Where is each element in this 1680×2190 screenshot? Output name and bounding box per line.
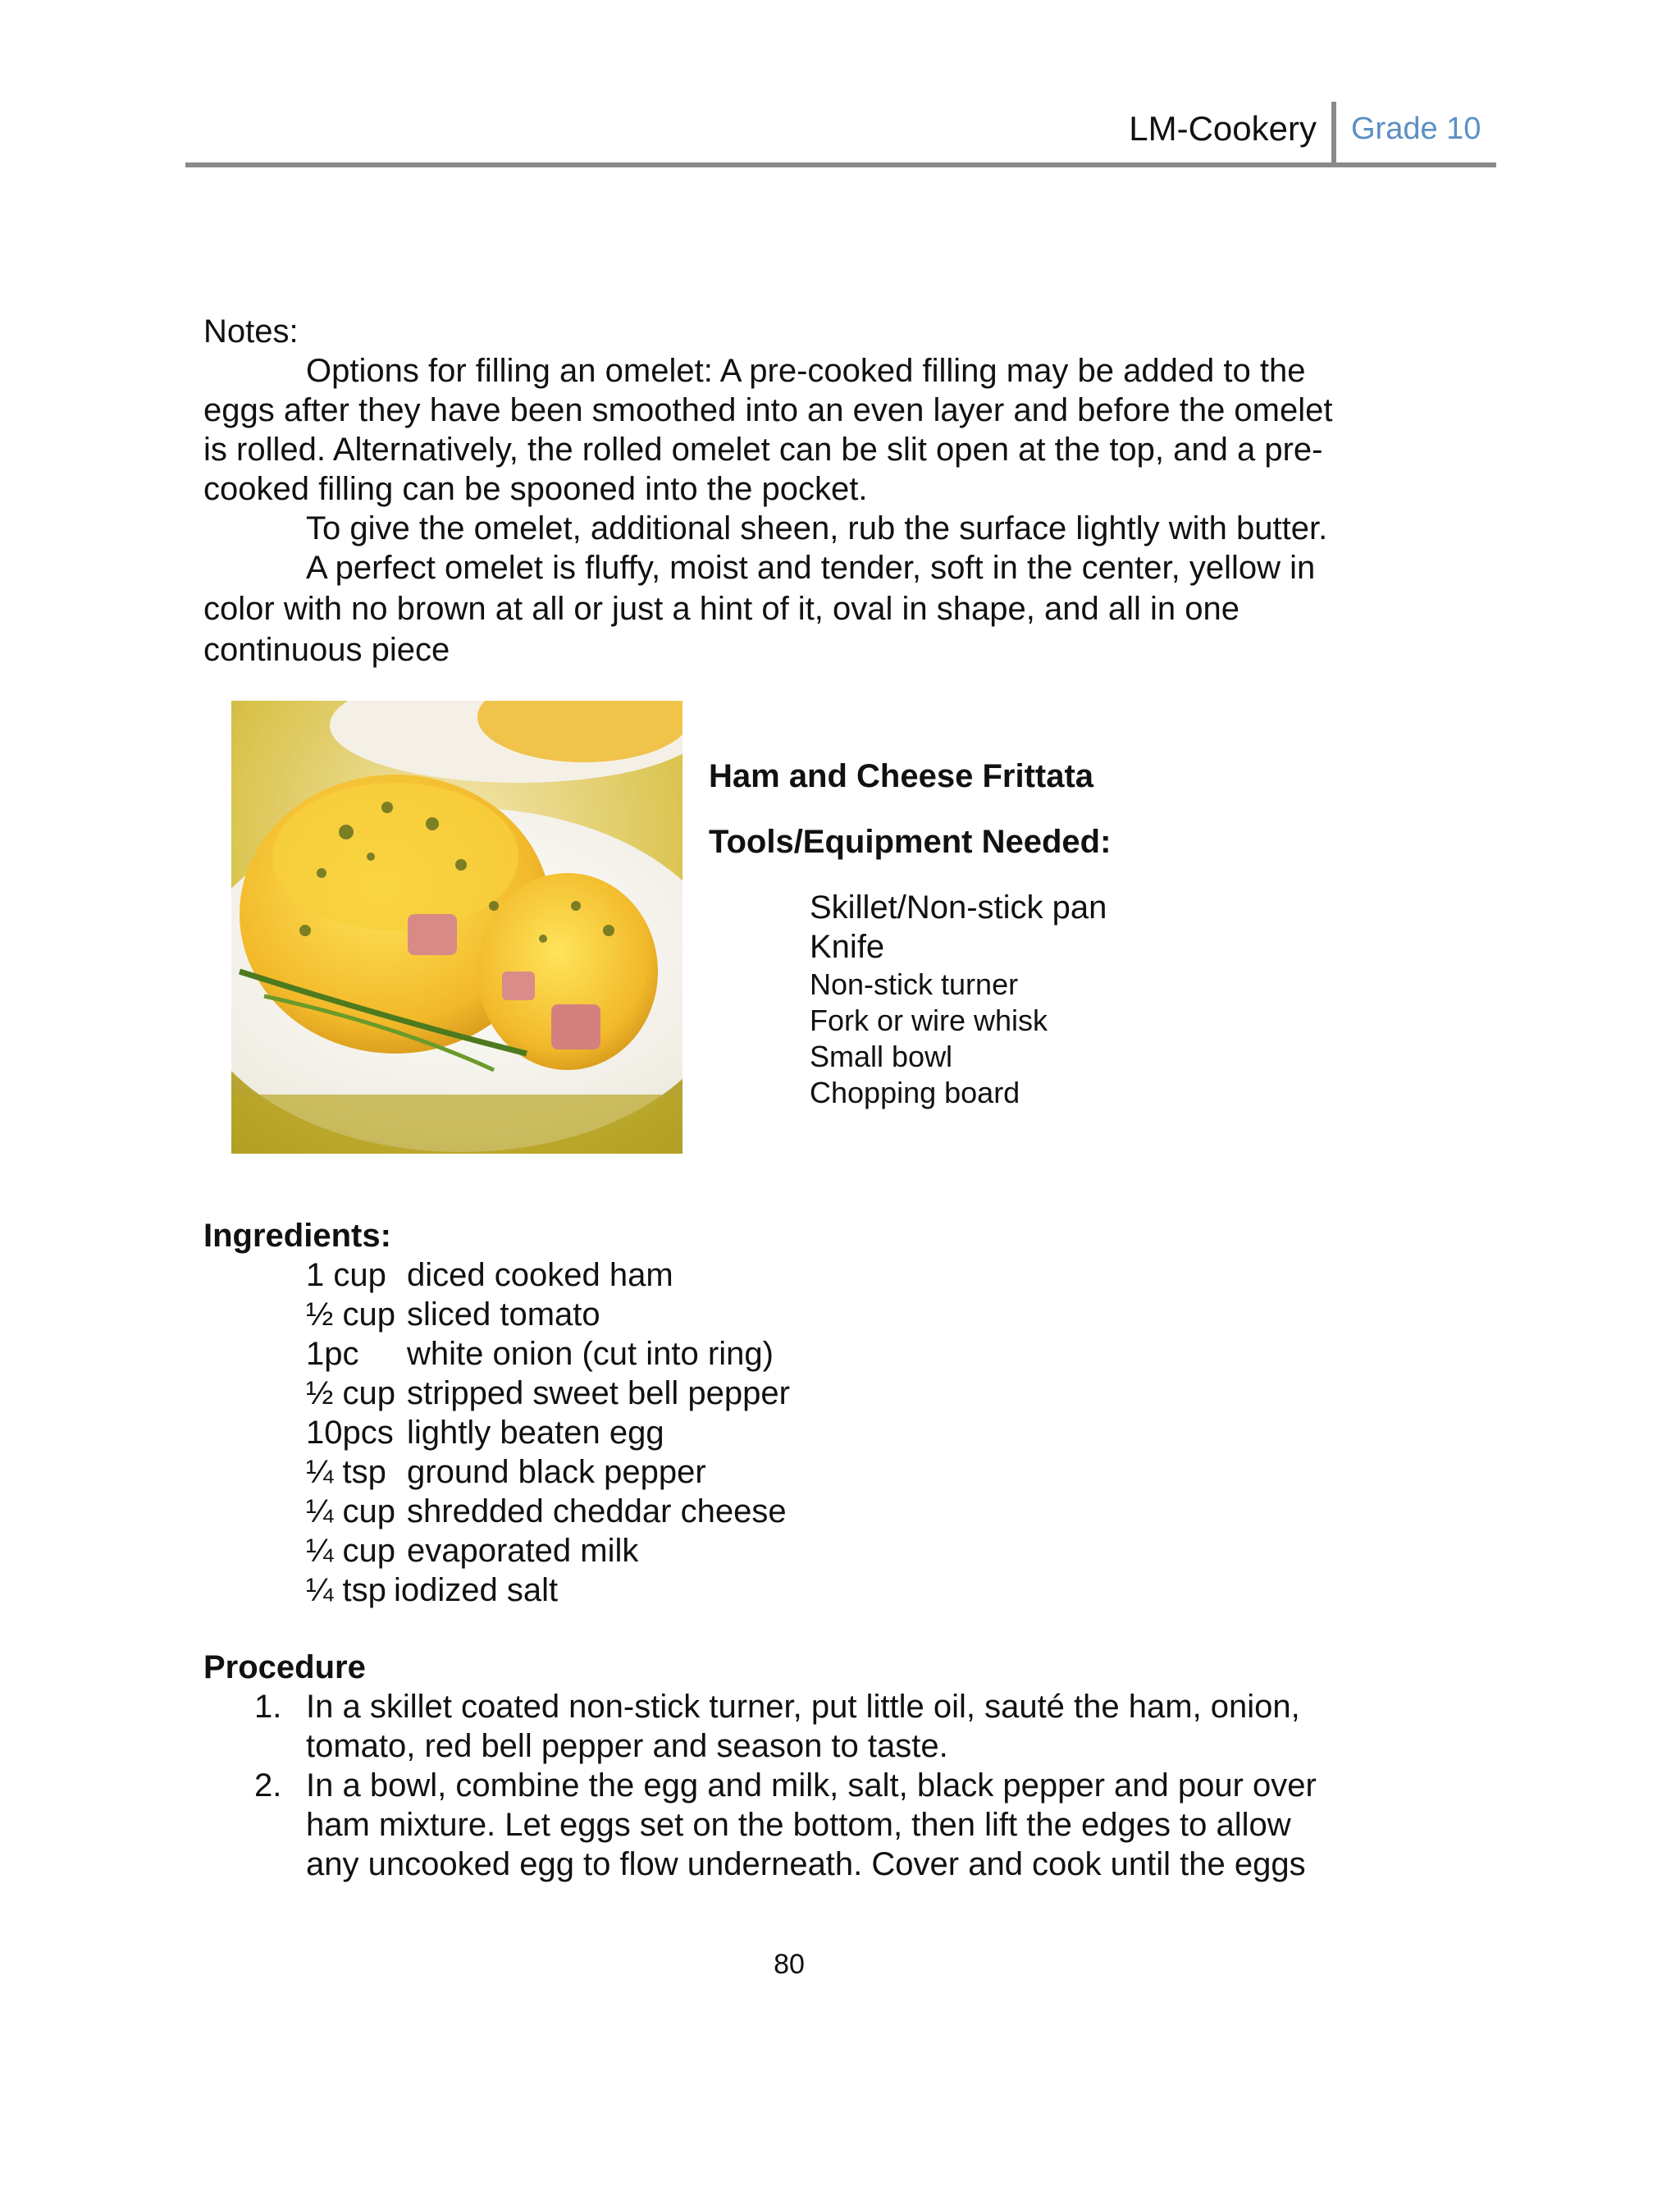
header-separator: [1331, 102, 1336, 164]
page-number: 80: [774, 1949, 805, 1980]
ingredient-item: iodized salt: [394, 1572, 559, 1608]
ingredient-item: white onion (cut into ring): [407, 1336, 774, 1372]
ingredient-item: evaporated milk: [407, 1533, 639, 1569]
notes-line: cooked filling can be spooned into the pocket.: [203, 471, 868, 507]
notes-line: eggs after they have been smoothed into an even layer and before the omelet: [203, 392, 1333, 428]
ingredient-qty: ¼ cup: [306, 1493, 395, 1529]
step-line: tomato, red bell pepper and season to taste.: [306, 1728, 948, 1764]
ingredient-item: diced cooked ham: [407, 1257, 673, 1293]
notes-line: To give the omelet, additional sheen, rub the surface lightly with butter.: [306, 510, 1328, 546]
ingredient-qty: 1pc: [306, 1336, 359, 1372]
ingredient-item: sliced tomato: [407, 1296, 600, 1333]
tool-item: Non-stick turner: [810, 967, 1019, 1001]
ingredient-qty: 1 cup: [306, 1257, 386, 1293]
notes-line: color with no brown at all or just a hint of it, oval in shape, and all in one: [203, 591, 1239, 627]
recipe-title: Ham and Cheese Frittata: [709, 758, 1094, 794]
ingredient-qty: 10pcs: [306, 1415, 394, 1451]
step-line: ham mixture. Let eggs set on the bottom, then lift the edges to allow: [306, 1807, 1291, 1843]
tool-item: Skillet/Non-stick pan: [810, 889, 1107, 926]
ingredient-item: ground black pepper: [407, 1454, 706, 1490]
step-number: 2.: [254, 1767, 282, 1804]
notes-title: Notes:: [203, 313, 299, 350]
ingredient-qty: ¼ tsp: [306, 1572, 386, 1608]
step-line: any uncooked egg to flow underneath. Cover and cook until the eggs: [306, 1846, 1306, 1882]
header-rule: [185, 162, 1496, 167]
frittata-photo: [231, 701, 682, 1154]
ingredient-item: stripped sweet bell pepper: [407, 1375, 790, 1411]
ingredients-heading: Ingredients:: [203, 1218, 391, 1254]
tool-item: Chopping board: [810, 1076, 1020, 1109]
step-line: In a bowl, combine the egg and milk, salt, black pepper and pour over: [306, 1767, 1317, 1804]
tool-item: Knife: [810, 929, 885, 965]
frittata-illustration: [231, 701, 682, 1154]
tool-item: Fork or wire whisk: [810, 1004, 1048, 1037]
ingredient-item: lightly beaten egg: [407, 1415, 664, 1451]
ingredient-qty: ¼ tsp: [306, 1454, 386, 1490]
ingredient-qty: ¼ cup: [306, 1533, 395, 1569]
procedure-heading: Procedure: [203, 1649, 366, 1685]
ingredient-item: shredded cheddar cheese: [407, 1493, 787, 1529]
notes-line: continuous piece: [203, 632, 450, 668]
step-number: 1.: [254, 1689, 282, 1725]
header-course-title: LM-Cookery: [1129, 109, 1317, 148]
notes-line: is rolled. Alternatively, the rolled omelet can be slit open at the top, and a pre-: [203, 432, 1323, 468]
notes-line: Options for filling an omelet: A pre-cooked filling may be added to the: [306, 353, 1306, 389]
tools-heading: Tools/Equipment Needed:: [709, 824, 1112, 860]
step-line: In a skillet coated non-stick turner, put little oil, sauté the ham, onion,: [306, 1689, 1300, 1725]
header-grade-label: Grade 10: [1351, 112, 1481, 146]
ingredient-qty: ½ cup: [306, 1375, 395, 1411]
notes-line: A perfect omelet is fluffy, moist and tender, soft in the center, yellow in: [306, 550, 1316, 586]
tool-item: Small bowl: [810, 1040, 953, 1073]
ingredient-qty: ½ cup: [306, 1296, 395, 1333]
